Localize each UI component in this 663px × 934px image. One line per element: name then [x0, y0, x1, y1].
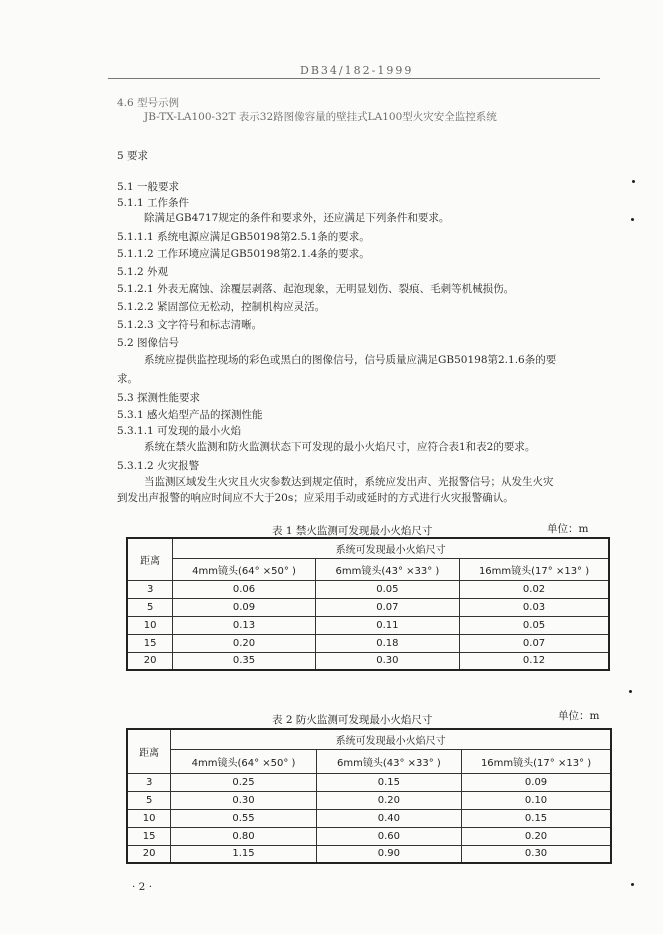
table1-group-header: 系统可发现最小火焰尺寸: [173, 538, 609, 558]
table-row: [127, 652, 609, 670]
table2-cell: 0.55: [171, 809, 316, 827]
section-5-1-heading: 5.1 一般要求: [117, 181, 180, 193]
table-row: [127, 809, 611, 827]
table2-cell: 0.10: [462, 791, 611, 809]
table1-unit: 单位：m: [547, 523, 589, 535]
table1-cell: 0.05: [460, 616, 609, 634]
clause-5-1-1-1: 5.1.1.1 系统电源应满足GB50198第2.5.1条的要求。: [117, 231, 370, 243]
table-row: [127, 773, 611, 791]
table2-col-4mm: 4mm镜头(64° ×50° ): [171, 749, 316, 773]
scan-speck: [631, 218, 634, 221]
table1-col-6mm: 6mm镜头(43° ×33° ): [315, 558, 459, 580]
table1-cell: 20: [127, 652, 173, 670]
table2-cell: 0.25: [171, 773, 316, 791]
table1-cell: 5: [127, 598, 173, 616]
table-row: [127, 598, 609, 616]
table2-cell: 0.15: [462, 809, 611, 827]
section-5-1-1-heading: 5.1.1 工作条件: [117, 197, 190, 209]
table2-unit: 单位：m: [558, 710, 600, 722]
table2-cell: 0.09: [462, 773, 611, 791]
table-row: [127, 580, 609, 598]
table-row: [127, 791, 611, 809]
table1-col-16mm: 16mm镜头(17° ×13° ): [460, 558, 609, 580]
table1-cell: 0.06: [173, 580, 315, 598]
scan-speck: [631, 883, 634, 886]
paragraph-image-signal-cont: 求。: [117, 373, 138, 385]
table1: [126, 537, 610, 671]
table-row: [127, 827, 611, 845]
table2-cell: 1.15: [171, 845, 316, 863]
page-number: · 2 ·: [132, 881, 153, 893]
table2-cell: 15: [127, 827, 171, 845]
table2-caption: 表 2 防火监测可发现最小火焰尺寸: [272, 714, 433, 726]
table2-cell: 0.60: [316, 827, 461, 845]
table2-cell: 3: [127, 773, 171, 791]
clause-5-1-2-3: 5.1.2.3 文字符号和标志清晰。: [117, 319, 263, 331]
table1-cell: 0.05: [315, 580, 459, 598]
table2-cell: 0.30: [171, 791, 316, 809]
table2-cell: 0.30: [462, 845, 611, 863]
table1-distance-header: 距离: [127, 538, 173, 580]
table-row: [127, 616, 609, 634]
table2-group-header: 系统可发现最小火焰尺寸: [171, 729, 611, 749]
table1-caption: 表 1 禁火监测可发现最小火焰尺寸: [272, 525, 433, 537]
table1-cell: 0.03: [460, 598, 609, 616]
table1-cell: 0.02: [460, 580, 609, 598]
table1-cell: 0.18: [315, 634, 459, 652]
section-5-1-2-heading: 5.1.2 外观: [117, 266, 169, 278]
table2-cell: 10: [127, 809, 171, 827]
section-5-heading: 5 要求: [117, 150, 149, 162]
table2-cell: 0.90: [316, 845, 461, 863]
section-5-3-heading: 5.3 探测性能要求: [117, 392, 201, 404]
table1-cell: 0.11: [315, 616, 459, 634]
paragraph-image-signal: 系统应提供监控现场的彩色或黑白的图像信号，信号质量应满足GB50198第2.1.6条的要: [144, 354, 557, 366]
scan-speck: [629, 690, 632, 693]
table1-cell: 15: [127, 634, 173, 652]
scan-speck: [632, 180, 635, 183]
table2-cell: 5: [127, 791, 171, 809]
model-example-text: JB-TX-LA100-32T 表示32路图像容量的壁挂式LA100型火灾安全监控系统: [144, 111, 497, 123]
document-code: DB34/182-1999: [300, 64, 414, 77]
table-row: [127, 634, 609, 652]
clause-5-1-1-2: 5.1.1.2 工作环境应满足GB50198第2.1.4条的要求。: [117, 248, 370, 260]
section-5-2-heading: 5.2 图像信号: [117, 337, 180, 349]
table2-cell: 0.20: [462, 827, 611, 845]
table1-cell: 0.30: [315, 652, 459, 670]
table2-distance-header: 距离: [127, 729, 171, 773]
section-4-6-heading: 4.6 型号示例: [117, 97, 180, 109]
table-row: [127, 845, 611, 863]
paragraph-working-conditions: 除满足GB4717规定的条件和要求外，还应满足下列条件和要求。: [144, 212, 450, 224]
table2: [126, 728, 612, 864]
table1-cell: 0.12: [460, 652, 609, 670]
table1-cell: 0.35: [173, 652, 315, 670]
paragraph-min-flame: 系统在禁火监测和防火监测状态下可发现的最小火焰尺寸，应符合表1和表2的要求。: [144, 441, 536, 453]
section-5-3-1-heading: 5.3.1 感火焰型产品的探测性能: [117, 409, 263, 421]
clause-5-1-2-2: 5.1.2.2 紧固部位无松动，控制机构应灵活。: [117, 301, 326, 313]
paragraph-fire-alarm: 当监测区域发生火灾且火灾参数达到规定值时，系统应发出声、光报警信号；从发生火灾: [144, 476, 554, 488]
table2-cell: 0.15: [316, 773, 461, 791]
table2-cell: 0.40: [316, 809, 461, 827]
header-rule: [108, 78, 600, 79]
table1-cell: 3: [127, 580, 173, 598]
table2-cell: 0.20: [316, 791, 461, 809]
clause-5-1-2-1: 5.1.2.1 外表无腐蚀、涂覆层剥落、起泡现象，无明显划伤、裂痕、毛刺等机械损伤。: [117, 283, 515, 295]
paragraph-fire-alarm-cont: 到发出声报警的响应时间应不大于20s；应采用手动或延时的方式进行火灾报警确认。: [117, 492, 514, 504]
clause-5-3-1-1: 5.3.1.1 可发现的最小火焰: [117, 425, 242, 437]
table1-cell: 10: [127, 616, 173, 634]
table1-cell: 0.09: [173, 598, 315, 616]
table1-col-4mm: 4mm镜头(64° ×50° ): [173, 558, 315, 580]
clause-5-3-1-2: 5.3.1.2 火灾报警: [117, 460, 200, 472]
table2-cell: 0.80: [171, 827, 316, 845]
table1-cell: 0.20: [173, 634, 315, 652]
table2-col-6mm: 6mm镜头(43° ×33° ): [316, 749, 461, 773]
table1-cell: 0.13: [173, 616, 315, 634]
table2-col-16mm: 16mm镜头(17° ×13° ): [462, 749, 611, 773]
table1-cell: 0.07: [460, 634, 609, 652]
table1-cell: 0.07: [315, 598, 459, 616]
table2-cell: 20: [127, 845, 171, 863]
